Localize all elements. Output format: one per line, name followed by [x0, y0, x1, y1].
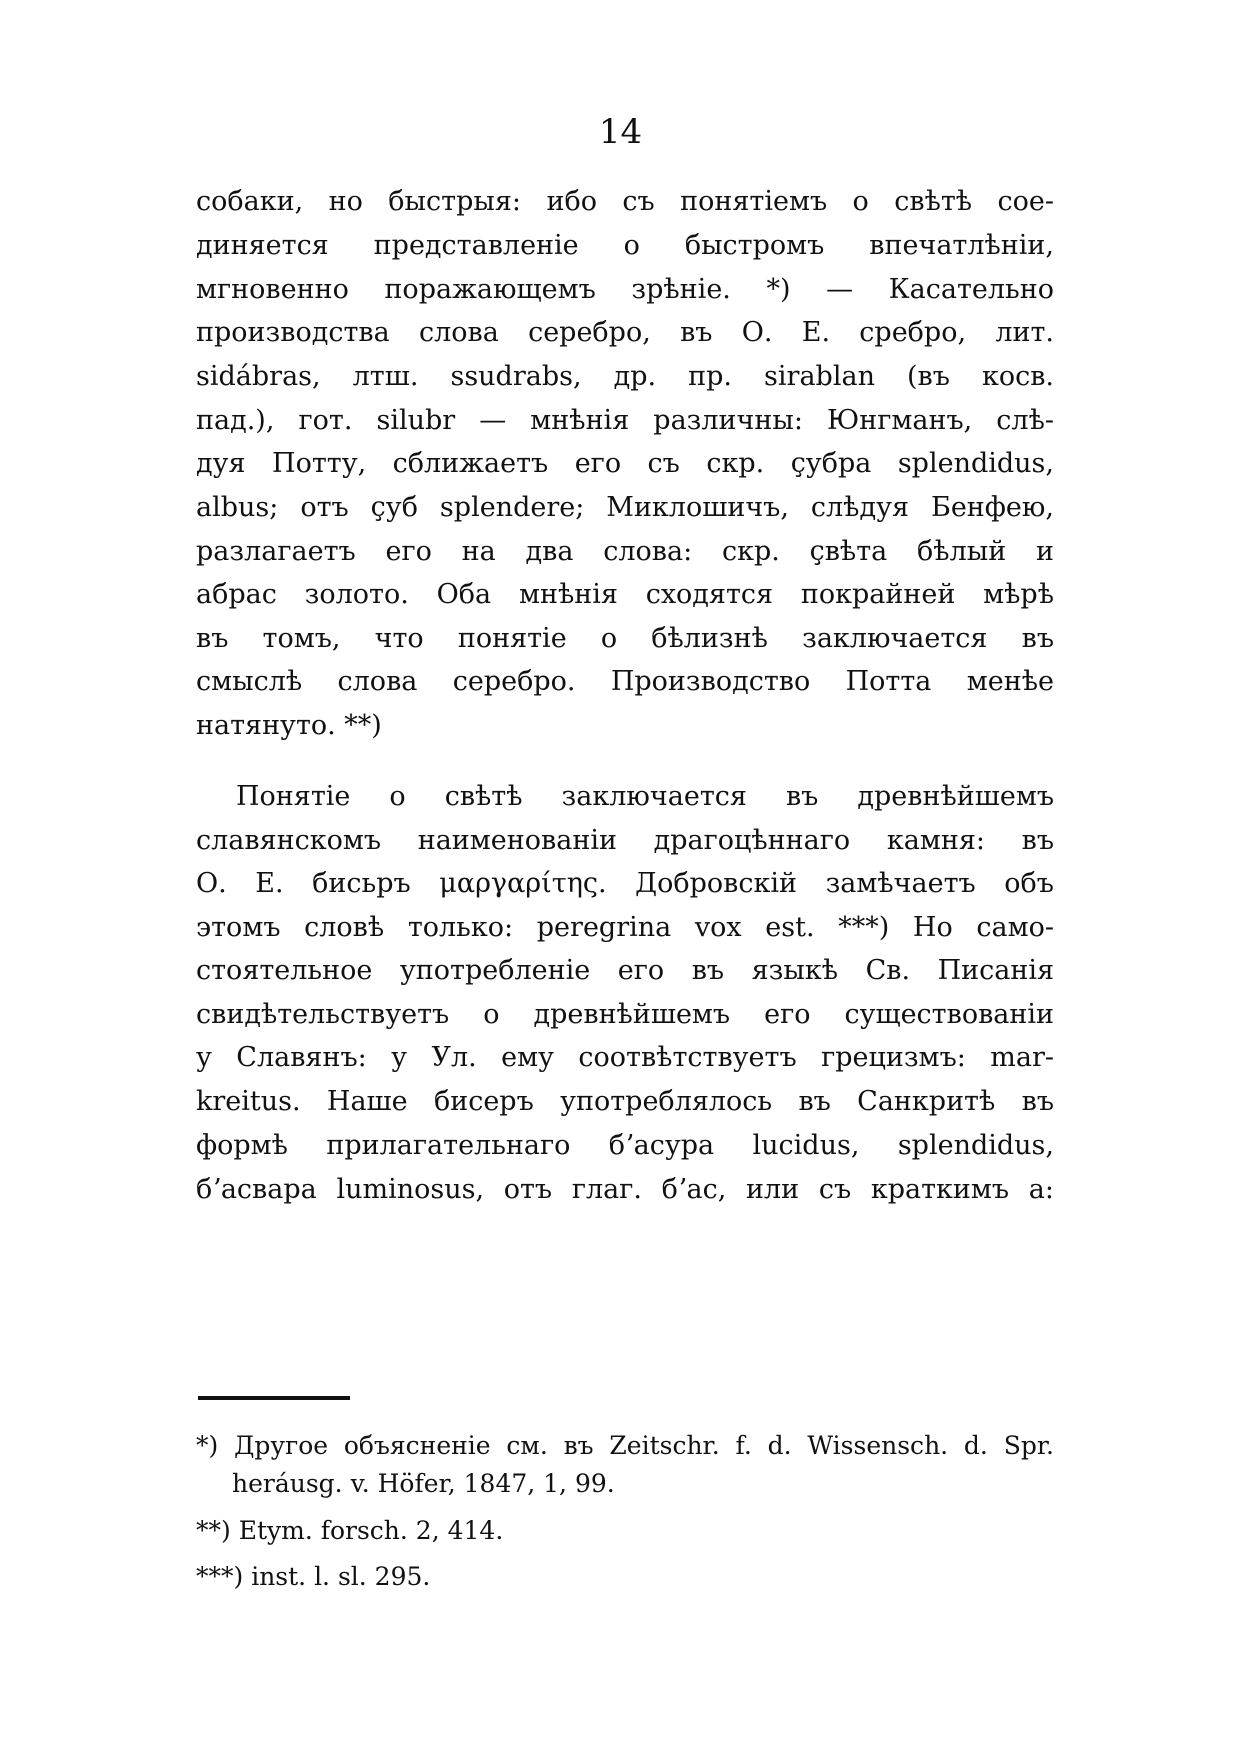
text-line: диняется представленіе о быстромъ впечатлѣніи,	[196, 230, 1054, 261]
text-line: kreitus. Наше бисеръ употреблялось въ Санкритѣ въ	[196, 1086, 1054, 1117]
footnote-line: ***) inst. l. sl. 295.	[196, 1562, 431, 1591]
footnote-line: heráusg. v. Höfer, 1847, 1, 99.	[232, 1469, 615, 1498]
text-line: формѣ прилагательнаго бʼасура lucidus, splendidus,	[196, 1130, 1054, 1161]
text-line: дуя Потту, сближаетъ его съ скр. çубра splendidus,	[196, 448, 1054, 479]
text-line: мгновенно поражающемъ зрѣніе. *) — Касательно	[196, 274, 1054, 305]
text-line: бʼасвара luminosus, отъ глаг. бʼас, или съ краткимъ а:	[196, 1174, 1054, 1205]
text-line: albus; отъ çуб splendere; Миклошичъ, слѣдуя Бенфею,	[196, 492, 1054, 523]
text-line: смыслѣ слова серебро. Производство Потта менѣе	[196, 666, 1054, 697]
text-line: sidábras, лтш. ssudrabs, др. пр. sirablan (въ косв.	[196, 361, 1054, 392]
footnote-line: **) Etym. forsch. 2, 414.	[196, 1516, 504, 1545]
text-line: натянуто. **)	[196, 710, 382, 741]
text-line: разлагаетъ его на два слова: скр. çвѣта бѣлый и	[196, 536, 1054, 567]
text-line: этомъ словѣ только: peregrina vox est. ***) Но само-	[196, 912, 1054, 943]
text-line: у Славянъ: у Ул. ему соотвѣтствуетъ грецизмъ: mar-	[196, 1042, 1054, 1073]
page-number: 14	[598, 112, 643, 152]
text-line: абрас золото. Оба мнѣнія сходятся покрайней мѣрѣ	[196, 579, 1054, 610]
text-line: О. Е. бисьръ μαργαρίτης. Добровскій замѣчаетъ объ	[196, 868, 1054, 899]
text-line: собаки, но быстрыя: ибо съ понятіемъ о свѣтѣ сое-	[196, 186, 1054, 217]
text-line: пад.), гот. silubr — мнѣнія различны: Юнгманъ, слѣ-	[196, 405, 1054, 436]
text-line: производства слова серебро, въ О. Е. сребро, лит.	[196, 317, 1054, 348]
text-line: Понятіе о свѣтѣ заключается въ древнѣйшемъ	[236, 781, 1054, 812]
footnote-separator	[198, 1396, 350, 1400]
text-line: славянскомъ наименованіи драгоцѣннаго камня: въ	[196, 825, 1054, 856]
text-line: свидѣтельствуетъ о древнѣйшемъ его существованіи	[196, 999, 1054, 1030]
footnote-line: *) Другое объясненіе см. въ Zeitschr. f. d. Wissensch. d. Spr.	[196, 1431, 1054, 1460]
text-line: въ томъ, что понятіе о бѣлизнѣ заключается въ	[196, 623, 1054, 654]
text-line: стоятельное употребленіе его въ языкѣ Св. Писанія	[196, 955, 1054, 986]
